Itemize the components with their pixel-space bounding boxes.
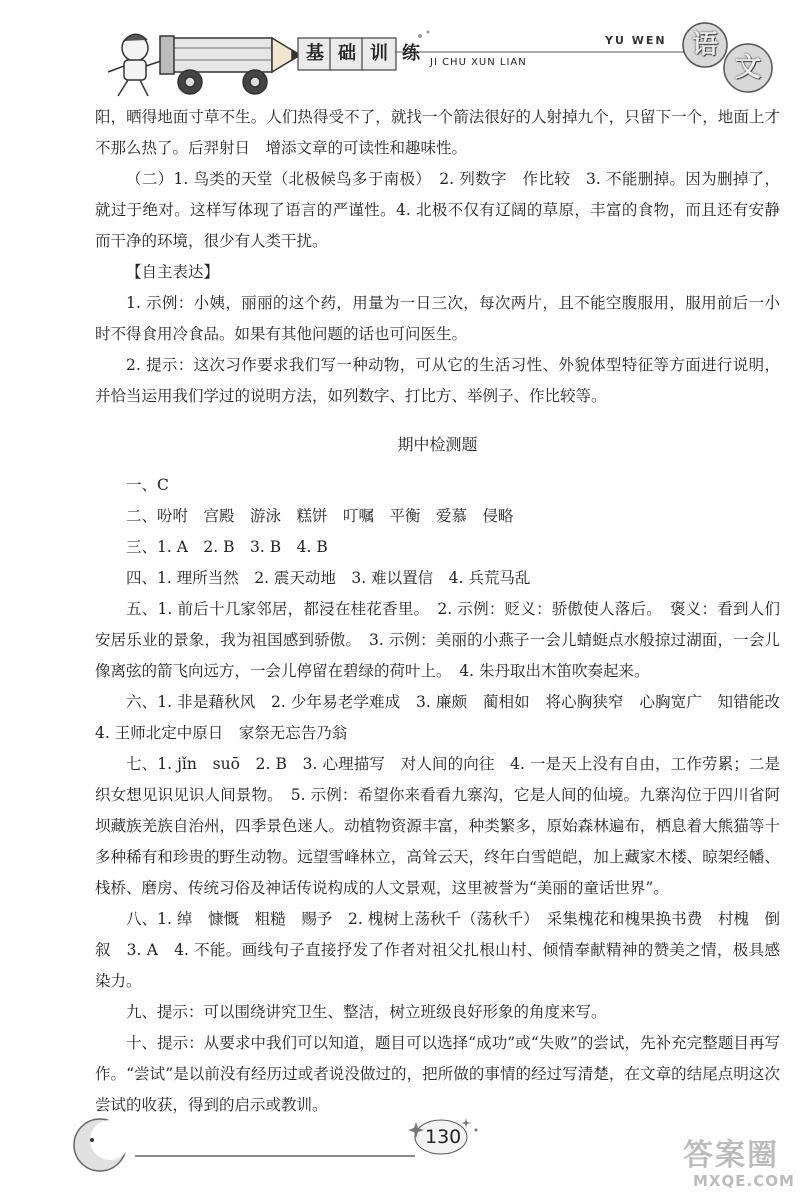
watermark-logo: 答案圈 [683,1138,779,1173]
answer-5: 五、1. 前后十几家邻居，都浸在桂花香里。 2. 示例：贬义：骄傲使人落后。 褒义：看到人们安居乐业的景象，我为祖国感到骄傲。 3. 示例：美丽的小燕子一会儿蜻蜓点水般掠过湖面，一会儿像离弦的箭飞向远方，一会儿停留在碧绿的荷叶上。 4. 朱丹取出木笛吹奏起来。 [95,600,780,680]
answer-2: 二、吩咐 宫殿 游泳 糕饼 叮嘱 平衡 爱慕 侵略 [126,507,514,525]
answer-10: 十、提示：从要求中我们可以知道，题目可以选择“成功”或“失败”的尝试，先补充完整题目再写作。“尝试”是以前没有经历过或者说没做过的，把所做的事情的经过写清楚，在文章的结尾点明这次尝试的收获，得到的启示或教训。 [95,1034,780,1114]
paragraph-4: 1. 示例：小姨，丽丽的这个药，用量为一日三次，每次两片，且不能空腹服用，服用前后一小时不得食用冷食品。如果有其他问题的话也可问医生。 [95,294,780,343]
paragraph-1: 阳，晒得地面寸草不生。人们热得受不了，就找一个箭法很好的人射掉九个，只留下一个，地面上才不那么热了。后羿射日 增添文章的可读性和趣味性。 [95,108,780,157]
header-title-char-4: 练 [402,43,420,64]
header-pinyin: JI CHU XUN LIAN [430,57,527,68]
page-header [0,0,811,100]
answer-1: 一、C [126,476,169,494]
paragraph-2: （二）1. 鸟类的天堂（北极候鸟多于南极） 2. 列数字 作比较 3. 不能删掉。因为删掉了，就过于绝对。这样写体现了语言的严谨性。4. 北极不仅有辽阔的草原，丰富的食物，而且还有安静而干净的环境，很少有人类干扰。 [95,170,780,250]
section-heading-self-expression: 【自主表达】 [126,263,220,281]
answer-4: 四、1. 理所当然 2. 震天动地 3. 难以置信 4. 兵荒马乱 [126,569,531,587]
pencil-cart-icon [160,36,300,94]
answer-6: 六、1. 非是藉秋风 2. 少年易老学难成 3. 廉颇 蔺相如 将心胸狭窄 心胸宽广 知错能改 4. 王师北定中原日 家祭无忘告乃翁 [95,693,796,742]
answer-9: 九、提示：可以围绕讲究卫生、整洁，树立班级良好形象的角度来写。 [126,1003,607,1021]
header-subject-char-1: 语 [691,30,718,60]
header-title-char-1: 基 [306,43,324,64]
answer-3: 三、1. A 2. B 3. B 4. B [126,538,328,556]
header-title-char-2: 础 [338,43,356,64]
page-number: 130 [425,1126,462,1148]
section-title: 期中检测题 [397,435,478,454]
header-subject-pinyin: YU WEN [605,34,667,47]
answer-8: 八、1. 绰 慷慨 粗糙 赐予 2. 槐树上荡秋千（荡秋千） 采集槐花和槐果换书费 村槐 倒叙 3. A 4. 不能。画线句子直接抒发了作者对祖父扎根山村、倾情奉献精神的赞美之情，极具感染力。 [95,910,780,990]
header-subject-char-2: 文 [734,53,761,83]
page-content [95,102,796,1121]
watermark-url: MXQE.COM [693,1172,795,1190]
paragraph-5: 2. 提示：这次习作要求我们写一种动物，可从它的生活习性、外貌体型特征等方面进行说明，并恰当运用我们学过的说明方法，如列数字、打比方、举例子、作比较等。 [95,356,780,405]
header-title-char-3: 训 [370,43,388,64]
moon-mascot-icon [74,1119,130,1171]
answer-7: 七、1. jǐn suō 2. B 3. 心理描写 对人间的向往 4. 一是天上没有自由，工作劳累；二是织女想见识见识人间景物。 5. 示例：希望你来看看九寨沟，它是人间的仙境。九寨沟位于四川省阿坝藏族羌族自治州，四季景色迷人。动植物资源丰富，种类繁多，原始森林遍布，栖息着大熊猫等十多种稀有和珍贵的野生动物。远望雪峰林立，高耸云天，终年白雪皑皑，加上藏家木楼、晾架经幡、栈桥、磨房、传统习俗及神话传说构成的人文景观，这里被誉为“美丽的童话世界”。 [95,755,780,897]
